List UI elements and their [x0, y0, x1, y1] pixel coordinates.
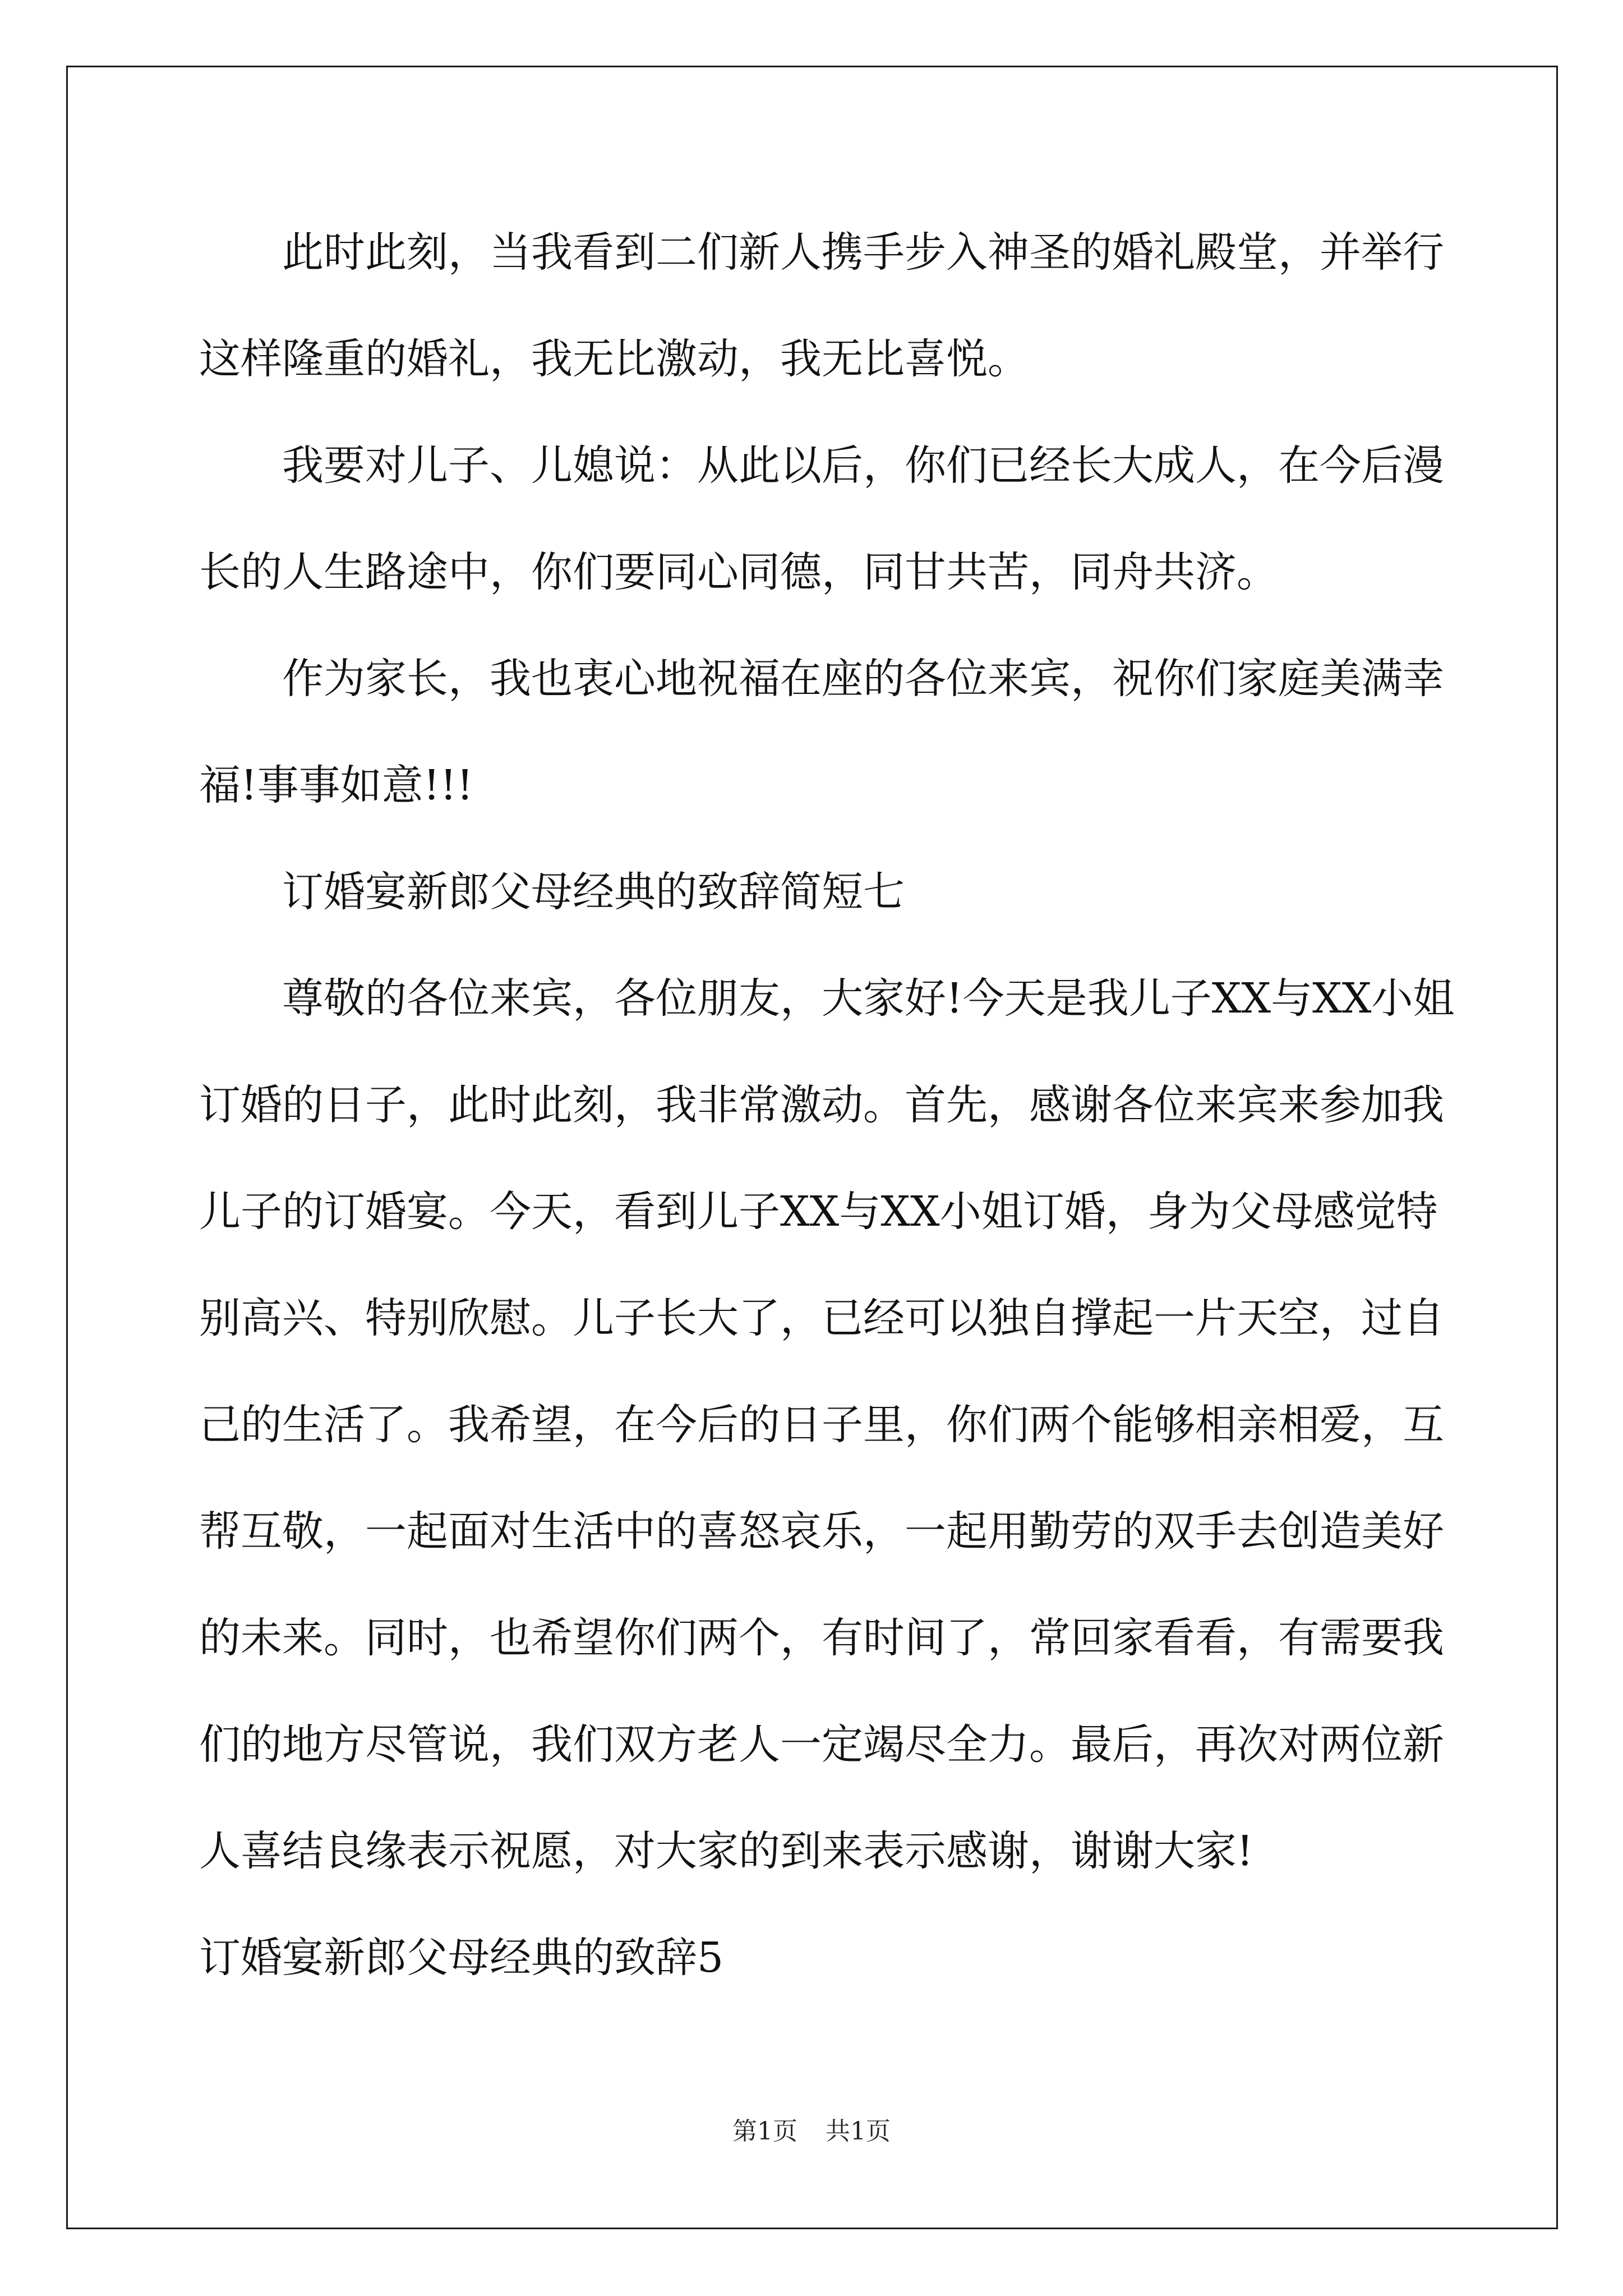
paragraph-1-line-2: 这样隆重的婚礼，我无比激动，我无比喜悦。: [199, 335, 1029, 383]
page-number-label: 第1页: [732, 2117, 797, 2146]
section-heading: 订婚宴新郎父母经典的致辞5: [199, 1934, 724, 1982]
paragraph-1-line-1: 此时此刻，当我看到二们新人携手步入神圣的婚礼殿堂，并举行: [282, 228, 1444, 277]
paragraph-5-line-9: 人喜结良缘表示祝愿，对大家的到来表示感谢，谢谢大家!: [199, 1827, 1253, 1875]
paragraph-5-line-8: 们的地方尽管说，我们双方老人一定竭尽全力。最后，再次对两位新: [199, 1720, 1444, 1769]
paragraph-2-line-2: 长的人生路途中，你们要同心同德，同甘共苦，同舟共济。: [199, 548, 1278, 596]
page-total-label: 共1页: [826, 2117, 891, 2146]
paragraph-5-line-3: 儿子的订婚宴。今天，看到儿子XX与XX小姐订婚，身为父母感觉特: [199, 1188, 1438, 1236]
paragraph-5-line-1: 尊敬的各位来宾，各位朋友，大家好!今天是我儿子XX与XX小姐: [282, 974, 1455, 1023]
paragraph-3-line-2: 福!事事如意!!!: [199, 761, 473, 809]
paragraph-5-line-4: 别高兴、特别欣慰。儿子长大了，已经可以独自撑起一片天空，过自: [199, 1294, 1444, 1342]
paragraph-5-line-2: 订婚的日子，此时此刻，我非常激动。首先，感谢各位来宾来参加我: [199, 1081, 1444, 1129]
paragraph-5-line-5: 己的生活了。我希望，在今后的日子里，你们两个能够相亲相爱，互: [199, 1401, 1444, 1449]
paragraph-3-line-1: 作为家长，我也衷心地祝福在座的各位来宾，祝你们家庭美满幸: [282, 655, 1444, 703]
subheading-seven: 订婚宴新郎父母经典的致辞简短七: [282, 868, 905, 916]
paragraph-5-line-7: 的未来。同时，也希望你们两个，有时间了，常回家看看，有需要我: [199, 1614, 1444, 1662]
page-footer: [0, 2115, 1623, 2148]
paragraph-2-line-1: 我要对儿子、儿媳说：从此以后，你们已经长大成人，在今后漫: [282, 441, 1444, 490]
paragraph-5-line-6: 帮互敬，一起面对生活中的喜怒哀乐，一起用勤劳的双手去创造美好: [199, 1507, 1444, 1556]
